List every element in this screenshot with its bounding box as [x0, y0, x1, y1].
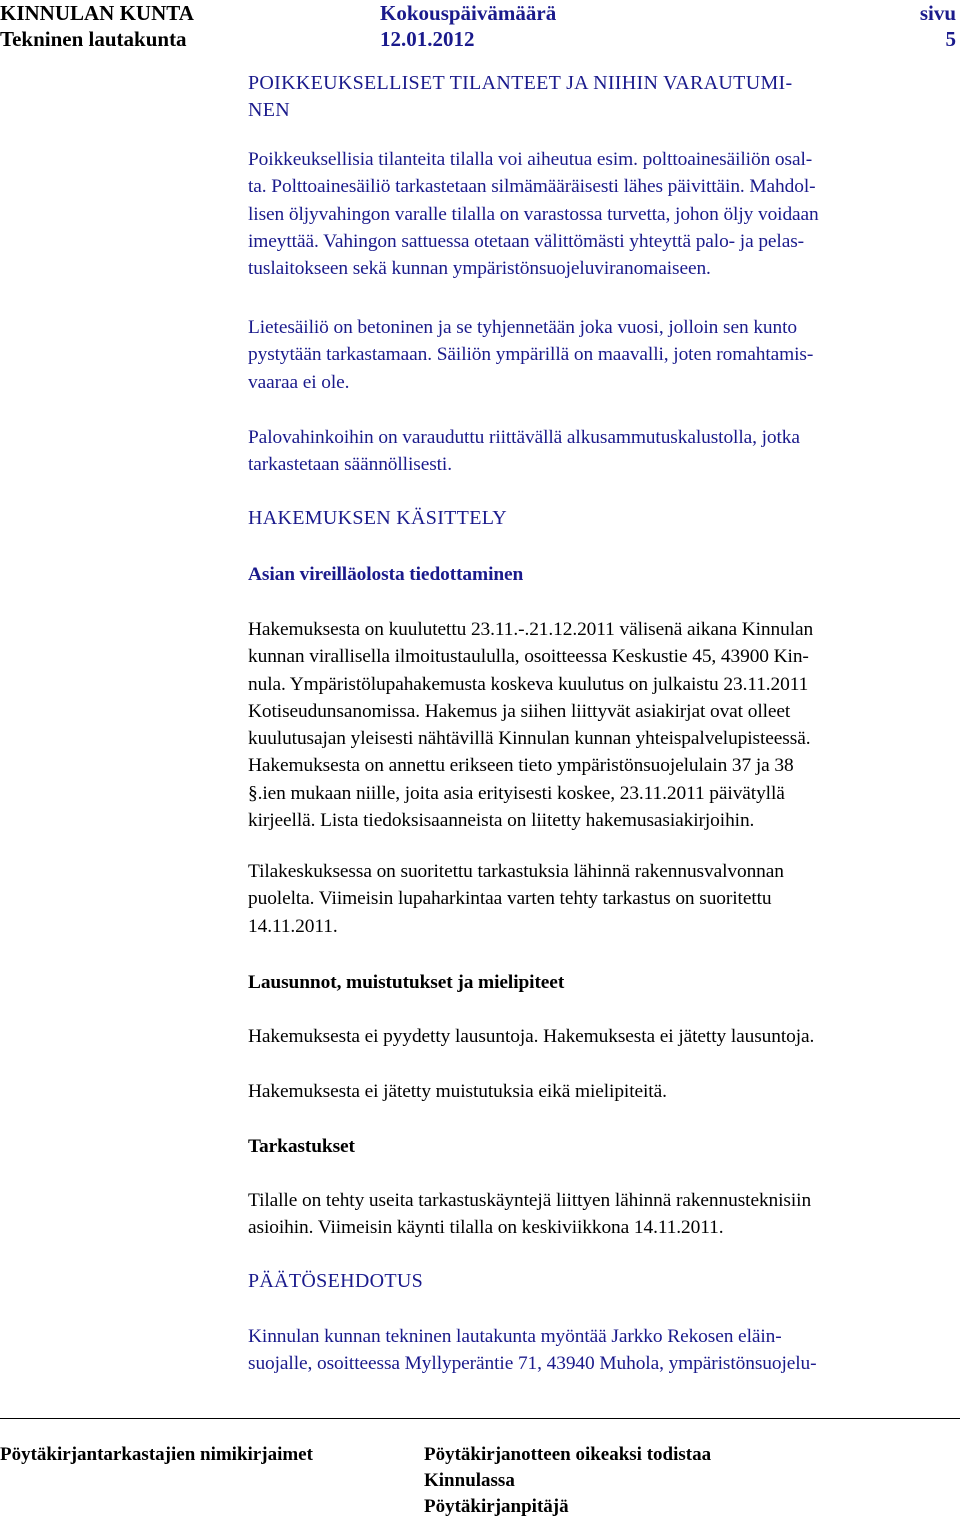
text-line: nula. Ympäristölupahakemusta koskeva kuulutus on julkaistu 23.11.2011: [248, 673, 809, 695]
section-title-line: NEN: [248, 99, 291, 122]
text-line: Kotiseudunsanomissa. Hakemus ja siihen liittyvät asiakirjat ovat olleet: [248, 700, 791, 722]
paragraph-statements: [248, 1023, 948, 1050]
text-line: tuslaitokseen sekä kunnan ympäristönsuojeluviranomaiseen.: [248, 258, 711, 280]
text-line: Hakemuksesta ei pyydetty lausuntoja. Hakemuksesta ei jätetty lausuntoja.: [248, 1026, 815, 1047]
text-line: Hakemuksesta ei jätetty muistutuksia eikä mielipiteitä.: [248, 1081, 667, 1102]
paragraph-fire-safety: [248, 424, 948, 479]
text-line: §.ien mukaan niille, joita asia erityisesti koskee, 23.11.2011 päivätyllä: [248, 782, 785, 804]
text-line: imeyttää. Vahingon sattuessa otetaan välittömästi yhteyttä palo- ja pelas-: [248, 230, 805, 252]
heading-pending-notice: [248, 561, 948, 588]
text-line: ta. Polttoainesäiliö tarkastetaan silmämääräisesti lähes päivittäin. Mahdol-: [248, 176, 816, 198]
meeting-date: 12.01.2012: [380, 27, 475, 51]
heading-statements: [248, 969, 948, 996]
section-title-line: POIKKEUKSELLISET TILANTEET JA NIIHIN VARAUTUMI-: [248, 72, 793, 94]
text-line: 14.11.2011.: [248, 915, 338, 937]
text-line: Lietesäiliö on betoninen ja se tyhjennetään joka vuosi, jolloin sen kunto: [248, 317, 797, 338]
paragraph-slurry-tank: [248, 314, 948, 396]
paragraph-announcement: [248, 616, 948, 834]
heading-decision-proposal: [248, 1268, 948, 1295]
paragraph-objections: [248, 1078, 948, 1105]
paragraph-exceptional-situations: [248, 146, 948, 282]
text-line: Kinnulan kunnan tekninen lautakunta myöntää Jarkko Rekosen eläin-: [248, 1326, 782, 1347]
text-line: kuulutusajan yleisesti nähtävillä Kinnulan kunnan yhteispalvelupisteessä.: [248, 728, 811, 750]
footer-initials-label: Pöytäkirjantarkastajien nimikirjaimet: [0, 1444, 313, 1465]
heading-text: Tarkastukset: [248, 1136, 355, 1157]
text-line: Palovahinkoihin on varauduttu riittävällä alkusammutuskalustolla, jotka: [248, 427, 800, 448]
text-line: puolelta. Viimeisin lupaharkintaa varten tehty tarkastus on suoritettu: [248, 888, 772, 910]
text-line: Tilalle on tehty useita tarkastuskäyntejä liittyen lähinnä rakennusteknisiin: [248, 1190, 812, 1211]
department-name: Tekninen lautakunta: [0, 27, 187, 51]
footer-divider: [0, 1418, 960, 1419]
text-line: tarkastetaan säännöllisesti.: [248, 454, 452, 476]
footer-location: Kinnulassa: [424, 1470, 515, 1491]
heading-inspections: [248, 1133, 948, 1160]
page-number: 5: [945, 27, 956, 51]
text-line: lisen öljyvahingon varalle tilalla on varastossa turvetta, johon öljy voidaan: [248, 203, 819, 225]
text-line: Hakemuksesta on kuulutettu 23.11.-.21.12.2011 välisenä aikana Kinnulan: [248, 619, 814, 640]
heading-text: PÄÄTÖSEHDOTUS: [248, 1270, 424, 1292]
paragraph-site-visits: [248, 1187, 948, 1242]
heading-application-processing: [248, 505, 948, 532]
paragraph-inspections-done: [248, 858, 948, 940]
text-line: pystytään tarkastamaan. Säiliön ympärillä on maavalli, joten romahtamis-: [248, 344, 814, 366]
paragraph-decision: [248, 1323, 948, 1378]
meeting-date-label: Kokouspäivämäärä: [380, 1, 557, 25]
org-name: KINNULAN KUNTA: [0, 1, 194, 25]
text-line: asioihin. Viimeisin käynti tilalla on keskiviikkona 14.11.2011.: [248, 1217, 724, 1239]
footer-secretary-label: Pöytäkirjanpitäjä: [424, 1496, 569, 1517]
footer-certified-label: Pöytäkirjanotteen oikeaksi todistaa: [424, 1444, 712, 1465]
heading-text: Lausunnot, muistutukset ja mielipiteet: [248, 972, 565, 993]
heading-text: Asian vireilläolosta tiedottaminen: [248, 564, 524, 585]
heading-text: HAKEMUKSEN KÄSITTELY: [248, 507, 507, 529]
text-line: kunnan virallisella ilmoitustaululla, osoitteessa Keskustie 45, 43900 Kin-: [248, 646, 809, 668]
text-line: Tilakeskuksessa on suoritettu tarkastuksia lähinnä rakennusvalvonnan: [248, 861, 784, 882]
text-line: vaaraa ei ole.: [248, 371, 350, 393]
text-line: kirjeellä. Lista tiedoksisaanneista on liitetty hakemusasiakirjoihin.: [248, 810, 755, 832]
text-line: Poikkeuksellisia tilanteita tilalla voi aiheutua esim. polttoainesäiliön osal-: [248, 149, 813, 170]
text-line: suojalle, osoitteessa Myllyperäntie 71, 43940 Muhola, ympäristönsuojelu-: [248, 1353, 817, 1375]
text-line: Hakemuksesta on annettu erikseen tieto ympäristönsuojelulain 37 ja 38: [248, 755, 794, 777]
page-label: sivu: [919, 1, 956, 25]
section-title: [248, 70, 948, 125]
